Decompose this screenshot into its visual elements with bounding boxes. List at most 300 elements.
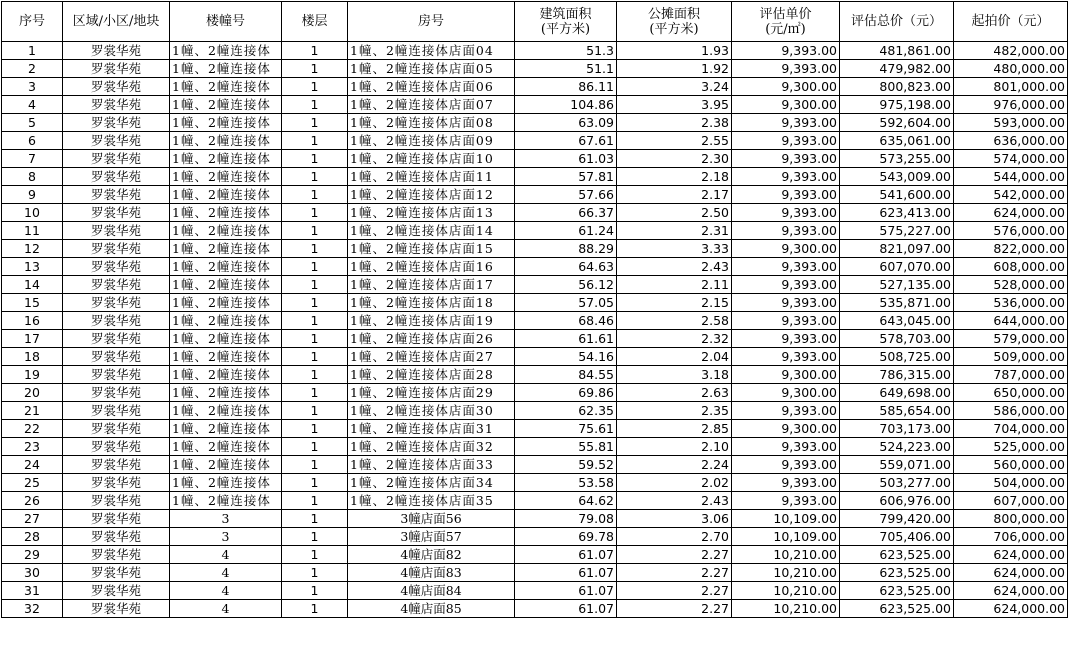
cell-floor: 1	[282, 276, 348, 294]
cell-start-price: 624,000.00	[954, 564, 1068, 582]
cell-start-price: 482,000.00	[954, 42, 1068, 60]
cell-room: 1幢、2幢连接体店面32	[348, 438, 515, 456]
cell-area: 罗裳华苑	[63, 492, 170, 510]
table-row	[2, 438, 1068, 456]
table-row	[2, 168, 1068, 186]
cell-serial: 29	[2, 546, 63, 564]
cell-area: 罗裳华苑	[63, 564, 170, 582]
cell-start-price: 509,000.00	[954, 348, 1068, 366]
cell-room: 1幢、2幢连接体店面26	[348, 330, 515, 348]
cell-serial: 31	[2, 582, 63, 600]
cell-room: 1幢、2幢连接体店面11	[348, 168, 515, 186]
cell-building: 1幢、2幢连接体	[170, 474, 282, 492]
cell-unit-price: 9,300.00	[732, 366, 840, 384]
cell-serial: 5	[2, 114, 63, 132]
cell-total-price: 623,413.00	[840, 204, 954, 222]
cell-total-price: 481,861.00	[840, 42, 954, 60]
cell-floor: 1	[282, 402, 348, 420]
cell-shared-area: 2.85	[617, 420, 732, 438]
cell-area: 罗裳华苑	[63, 420, 170, 438]
table-row	[2, 510, 1068, 528]
cell-room: 1幢、2幢连接体店面08	[348, 114, 515, 132]
cell-shared-area: 2.32	[617, 330, 732, 348]
cell-floor: 1	[282, 96, 348, 114]
cell-shared-area: 2.30	[617, 150, 732, 168]
cell-building: 1幢、2幢连接体	[170, 168, 282, 186]
cell-total-price: 703,173.00	[840, 420, 954, 438]
property-auction-table	[1, 1, 1068, 618]
cell-total-price: 535,871.00	[840, 294, 954, 312]
cell-room: 1幢、2幢连接体店面05	[348, 60, 515, 78]
cell-building-area: 59.52	[515, 456, 617, 474]
cell-building-area: 55.81	[515, 438, 617, 456]
cell-start-price: 586,000.00	[954, 402, 1068, 420]
cell-unit-price: 9,393.00	[732, 474, 840, 492]
cell-serial: 23	[2, 438, 63, 456]
cell-unit-price: 9,300.00	[732, 96, 840, 114]
cell-unit-price: 9,393.00	[732, 294, 840, 312]
cell-unit-price: 9,393.00	[732, 348, 840, 366]
cell-total-price: 508,725.00	[840, 348, 954, 366]
header-start-price: 起拍价（元）	[954, 2, 1068, 42]
cell-floor: 1	[282, 438, 348, 456]
cell-start-price: 576,000.00	[954, 222, 1068, 240]
cell-building: 1幢、2幢连接体	[170, 114, 282, 132]
cell-area: 罗裳华苑	[63, 96, 170, 114]
cell-room: 1幢、2幢连接体店面12	[348, 186, 515, 204]
cell-shared-area: 2.58	[617, 312, 732, 330]
cell-building-area: 51.1	[515, 60, 617, 78]
cell-building: 3	[170, 510, 282, 528]
cell-room: 1幢、2幢连接体店面15	[348, 240, 515, 258]
cell-area: 罗裳华苑	[63, 132, 170, 150]
cell-start-price: 480,000.00	[954, 60, 1068, 78]
cell-building: 1幢、2幢连接体	[170, 78, 282, 96]
table-row	[2, 312, 1068, 330]
cell-total-price: 623,525.00	[840, 546, 954, 564]
cell-area: 罗裳华苑	[63, 438, 170, 456]
cell-area: 罗裳华苑	[63, 546, 170, 564]
table-row	[2, 96, 1068, 114]
cell-total-price: 524,223.00	[840, 438, 954, 456]
cell-area: 罗裳华苑	[63, 600, 170, 618]
table-row	[2, 294, 1068, 312]
cell-total-price: 649,698.00	[840, 384, 954, 402]
cell-building: 1幢、2幢连接体	[170, 402, 282, 420]
table-row	[2, 402, 1068, 420]
cell-floor: 1	[282, 258, 348, 276]
cell-room: 1幢、2幢连接体店面09	[348, 132, 515, 150]
cell-shared-area: 2.27	[617, 546, 732, 564]
cell-unit-price: 9,393.00	[732, 42, 840, 60]
cell-serial: 26	[2, 492, 63, 510]
cell-building: 1幢、2幢连接体	[170, 132, 282, 150]
cell-floor: 1	[282, 312, 348, 330]
cell-unit-price: 9,393.00	[732, 492, 840, 510]
cell-area: 罗裳华苑	[63, 528, 170, 546]
table-body	[2, 42, 1068, 618]
cell-unit-price: 9,393.00	[732, 186, 840, 204]
cell-floor: 1	[282, 366, 348, 384]
cell-start-price: 593,000.00	[954, 114, 1068, 132]
cell-floor: 1	[282, 456, 348, 474]
cell-total-price: 575,227.00	[840, 222, 954, 240]
cell-serial: 11	[2, 222, 63, 240]
cell-serial: 7	[2, 150, 63, 168]
cell-building: 1幢、2幢连接体	[170, 222, 282, 240]
cell-shared-area: 2.04	[617, 348, 732, 366]
cell-room: 3幢店面56	[348, 510, 515, 528]
cell-floor: 1	[282, 204, 348, 222]
cell-building: 1幢、2幢连接体	[170, 366, 282, 384]
cell-floor: 1	[282, 294, 348, 312]
cell-building-area: 79.08	[515, 510, 617, 528]
cell-serial: 13	[2, 258, 63, 276]
cell-serial: 1	[2, 42, 63, 60]
cell-building-area: 61.61	[515, 330, 617, 348]
cell-start-price: 624,000.00	[954, 204, 1068, 222]
cell-serial: 28	[2, 528, 63, 546]
cell-unit-price: 9,393.00	[732, 132, 840, 150]
cell-total-price: 821,097.00	[840, 240, 954, 258]
cell-area: 罗裳华苑	[63, 276, 170, 294]
cell-unit-price: 9,300.00	[732, 420, 840, 438]
header-floor: 楼层	[282, 2, 348, 42]
cell-serial: 21	[2, 402, 63, 420]
cell-area: 罗裳华苑	[63, 42, 170, 60]
cell-area: 罗裳华苑	[63, 204, 170, 222]
cell-shared-area: 3.18	[617, 366, 732, 384]
header-room: 房号	[348, 2, 515, 42]
cell-start-price: 787,000.00	[954, 366, 1068, 384]
cell-serial: 16	[2, 312, 63, 330]
cell-shared-area: 2.17	[617, 186, 732, 204]
cell-unit-price: 9,393.00	[732, 114, 840, 132]
table-row	[2, 132, 1068, 150]
cell-unit-price: 9,393.00	[732, 204, 840, 222]
cell-start-price: 525,000.00	[954, 438, 1068, 456]
cell-area: 罗裳华苑	[63, 222, 170, 240]
cell-floor: 1	[282, 564, 348, 582]
cell-total-price: 573,255.00	[840, 150, 954, 168]
cell-total-price: 527,135.00	[840, 276, 954, 294]
cell-building-area: 69.86	[515, 384, 617, 402]
header-building: 楼幢号	[170, 2, 282, 42]
cell-shared-area: 2.10	[617, 438, 732, 456]
table-row	[2, 42, 1068, 60]
header-shared-area: 公摊面积 (平方米)	[617, 2, 732, 42]
cell-room: 4幢店面83	[348, 564, 515, 582]
cell-start-price: 608,000.00	[954, 258, 1068, 276]
cell-building-area: 57.66	[515, 186, 617, 204]
cell-building: 4	[170, 564, 282, 582]
cell-start-price: 636,000.00	[954, 132, 1068, 150]
cell-area: 罗裳华苑	[63, 330, 170, 348]
cell-serial: 10	[2, 204, 63, 222]
cell-building-area: 57.05	[515, 294, 617, 312]
cell-building: 1幢、2幢连接体	[170, 96, 282, 114]
table-row	[2, 456, 1068, 474]
cell-room: 1幢、2幢连接体店面14	[348, 222, 515, 240]
cell-floor: 1	[282, 132, 348, 150]
cell-floor: 1	[282, 114, 348, 132]
cell-serial: 3	[2, 78, 63, 96]
cell-start-price: 800,000.00	[954, 510, 1068, 528]
cell-building-area: 61.03	[515, 150, 617, 168]
table-row	[2, 474, 1068, 492]
cell-floor: 1	[282, 330, 348, 348]
cell-room: 1幢、2幢连接体店面16	[348, 258, 515, 276]
cell-total-price: 975,198.00	[840, 96, 954, 114]
cell-building-area: 61.07	[515, 600, 617, 618]
cell-unit-price: 9,393.00	[732, 276, 840, 294]
table-row	[2, 60, 1068, 78]
cell-serial: 20	[2, 384, 63, 402]
table-row	[2, 384, 1068, 402]
table-row	[2, 582, 1068, 600]
cell-shared-area: 2.50	[617, 204, 732, 222]
cell-building-area: 57.81	[515, 168, 617, 186]
table-row	[2, 276, 1068, 294]
cell-shared-area: 2.27	[617, 600, 732, 618]
cell-building: 1幢、2幢连接体	[170, 492, 282, 510]
cell-total-price: 643,045.00	[840, 312, 954, 330]
table-row	[2, 492, 1068, 510]
header-serial: 序号	[2, 2, 63, 42]
cell-total-price: 705,406.00	[840, 528, 954, 546]
table-row	[2, 366, 1068, 384]
cell-unit-price: 10,210.00	[732, 600, 840, 618]
cell-room: 1幢、2幢连接体店面04	[348, 42, 515, 60]
cell-unit-price: 10,109.00	[732, 528, 840, 546]
cell-total-price: 503,277.00	[840, 474, 954, 492]
cell-floor: 1	[282, 78, 348, 96]
cell-shared-area: 2.43	[617, 492, 732, 510]
cell-area: 罗裳华苑	[63, 582, 170, 600]
cell-area: 罗裳华苑	[63, 312, 170, 330]
cell-building-area: 56.12	[515, 276, 617, 294]
table-row	[2, 186, 1068, 204]
cell-building-area: 75.61	[515, 420, 617, 438]
table-row	[2, 240, 1068, 258]
cell-start-price: 624,000.00	[954, 600, 1068, 618]
cell-unit-price: 9,393.00	[732, 312, 840, 330]
cell-shared-area: 2.27	[617, 582, 732, 600]
cell-start-price: 528,000.00	[954, 276, 1068, 294]
header-building-area: 建筑面积 (平方米)	[515, 2, 617, 42]
cell-building: 4	[170, 546, 282, 564]
cell-building-area: 84.55	[515, 366, 617, 384]
cell-total-price: 585,654.00	[840, 402, 954, 420]
cell-floor: 1	[282, 582, 348, 600]
cell-unit-price: 9,393.00	[732, 60, 840, 78]
cell-area: 罗裳华苑	[63, 366, 170, 384]
cell-room: 1幢、2幢连接体店面29	[348, 384, 515, 402]
cell-shared-area: 2.11	[617, 276, 732, 294]
cell-room: 1幢、2幢连接体店面28	[348, 366, 515, 384]
cell-start-price: 574,000.00	[954, 150, 1068, 168]
cell-building-area: 54.16	[515, 348, 617, 366]
cell-unit-price: 9,393.00	[732, 222, 840, 240]
cell-area: 罗裳华苑	[63, 240, 170, 258]
cell-shared-area: 2.38	[617, 114, 732, 132]
table-row	[2, 222, 1068, 240]
cell-area: 罗裳华苑	[63, 384, 170, 402]
cell-shared-area: 2.55	[617, 132, 732, 150]
cell-total-price: 559,071.00	[840, 456, 954, 474]
cell-floor: 1	[282, 474, 348, 492]
cell-serial: 19	[2, 366, 63, 384]
cell-building-area: 69.78	[515, 528, 617, 546]
cell-floor: 1	[282, 150, 348, 168]
cell-total-price: 799,420.00	[840, 510, 954, 528]
cell-building: 1幢、2幢连接体	[170, 204, 282, 222]
cell-building: 1幢、2幢连接体	[170, 420, 282, 438]
cell-total-price: 786,315.00	[840, 366, 954, 384]
cell-unit-price: 10,210.00	[732, 582, 840, 600]
cell-building: 1幢、2幢连接体	[170, 330, 282, 348]
cell-area: 罗裳华苑	[63, 456, 170, 474]
cell-room: 1幢、2幢连接体店面30	[348, 402, 515, 420]
cell-floor: 1	[282, 348, 348, 366]
cell-unit-price: 9,393.00	[732, 258, 840, 276]
cell-total-price: 800,823.00	[840, 78, 954, 96]
cell-total-price: 623,525.00	[840, 582, 954, 600]
table-row	[2, 420, 1068, 438]
cell-shared-area: 1.92	[617, 60, 732, 78]
cell-area: 罗裳华苑	[63, 402, 170, 420]
cell-area: 罗裳华苑	[63, 114, 170, 132]
cell-area: 罗裳华苑	[63, 186, 170, 204]
cell-room: 1幢、2幢连接体店面27	[348, 348, 515, 366]
cell-total-price: 543,009.00	[840, 168, 954, 186]
cell-serial: 18	[2, 348, 63, 366]
cell-building: 1幢、2幢连接体	[170, 348, 282, 366]
cell-unit-price: 9,393.00	[732, 168, 840, 186]
cell-total-price: 479,982.00	[840, 60, 954, 78]
cell-room: 4幢店面85	[348, 600, 515, 618]
header-unit-price: 评估单价 (元/㎡)	[732, 2, 840, 42]
cell-serial: 27	[2, 510, 63, 528]
cell-building-area: 67.61	[515, 132, 617, 150]
cell-serial: 24	[2, 456, 63, 474]
cell-unit-price: 9,300.00	[732, 384, 840, 402]
cell-room: 1幢、2幢连接体店面19	[348, 312, 515, 330]
cell-unit-price: 9,300.00	[732, 78, 840, 96]
cell-building-area: 61.07	[515, 564, 617, 582]
cell-room: 1幢、2幢连接体店面06	[348, 78, 515, 96]
table-row	[2, 330, 1068, 348]
cell-start-price: 542,000.00	[954, 186, 1068, 204]
cell-start-price: 536,000.00	[954, 294, 1068, 312]
cell-serial: 9	[2, 186, 63, 204]
cell-floor: 1	[282, 240, 348, 258]
cell-room: 1幢、2幢连接体店面18	[348, 294, 515, 312]
cell-building-area: 51.3	[515, 42, 617, 60]
cell-start-price: 801,000.00	[954, 78, 1068, 96]
table-row	[2, 114, 1068, 132]
cell-floor: 1	[282, 510, 348, 528]
cell-unit-price: 9,300.00	[732, 240, 840, 258]
cell-total-price: 623,525.00	[840, 600, 954, 618]
cell-building-area: 61.07	[515, 582, 617, 600]
cell-room: 3幢店面57	[348, 528, 515, 546]
cell-building-area: 64.62	[515, 492, 617, 510]
cell-shared-area: 2.63	[617, 384, 732, 402]
cell-floor: 1	[282, 492, 348, 510]
cell-room: 1幢、2幢连接体店面17	[348, 276, 515, 294]
cell-shared-area: 1.93	[617, 42, 732, 60]
cell-building-area: 62.35	[515, 402, 617, 420]
cell-total-price: 541,600.00	[840, 186, 954, 204]
cell-floor: 1	[282, 42, 348, 60]
cell-unit-price: 10,210.00	[732, 546, 840, 564]
cell-area: 罗裳华苑	[63, 60, 170, 78]
cell-total-price: 623,525.00	[840, 564, 954, 582]
cell-start-price: 560,000.00	[954, 456, 1068, 474]
cell-room: 1幢、2幢连接体店面34	[348, 474, 515, 492]
cell-area: 罗裳华苑	[63, 294, 170, 312]
table-row	[2, 348, 1068, 366]
cell-shared-area: 2.15	[617, 294, 732, 312]
cell-building: 1幢、2幢连接体	[170, 456, 282, 474]
cell-total-price: 578,703.00	[840, 330, 954, 348]
cell-start-price: 504,000.00	[954, 474, 1068, 492]
cell-area: 罗裳华苑	[63, 150, 170, 168]
cell-shared-area: 2.35	[617, 402, 732, 420]
cell-building: 1幢、2幢连接体	[170, 60, 282, 78]
cell-building: 1幢、2幢连接体	[170, 186, 282, 204]
cell-shared-area: 2.70	[617, 528, 732, 546]
cell-start-price: 579,000.00	[954, 330, 1068, 348]
cell-shared-area: 2.27	[617, 564, 732, 582]
cell-room: 1幢、2幢连接体店面33	[348, 456, 515, 474]
cell-serial: 32	[2, 600, 63, 618]
cell-building: 3	[170, 528, 282, 546]
cell-serial: 2	[2, 60, 63, 78]
cell-shared-area: 2.02	[617, 474, 732, 492]
cell-floor: 1	[282, 384, 348, 402]
cell-building: 1幢、2幢连接体	[170, 438, 282, 456]
cell-building: 1幢、2幢连接体	[170, 240, 282, 258]
cell-room: 1幢、2幢连接体店面31	[348, 420, 515, 438]
cell-floor: 1	[282, 600, 348, 618]
cell-building: 1幢、2幢连接体	[170, 258, 282, 276]
cell-serial: 6	[2, 132, 63, 150]
table-header-row	[2, 2, 1068, 42]
table-row	[2, 528, 1068, 546]
cell-start-price: 704,000.00	[954, 420, 1068, 438]
cell-building-area: 61.24	[515, 222, 617, 240]
cell-shared-area: 3.24	[617, 78, 732, 96]
cell-building-area: 88.29	[515, 240, 617, 258]
cell-floor: 1	[282, 222, 348, 240]
cell-building-area: 86.11	[515, 78, 617, 96]
cell-unit-price: 9,393.00	[732, 402, 840, 420]
cell-room: 1幢、2幢连接体店面10	[348, 150, 515, 168]
cell-start-price: 822,000.00	[954, 240, 1068, 258]
cell-room: 1幢、2幢连接体店面07	[348, 96, 515, 114]
cell-shared-area: 2.24	[617, 456, 732, 474]
cell-building: 4	[170, 582, 282, 600]
cell-floor: 1	[282, 546, 348, 564]
cell-start-price: 624,000.00	[954, 582, 1068, 600]
cell-shared-area: 3.95	[617, 96, 732, 114]
cell-unit-price: 10,109.00	[732, 510, 840, 528]
cell-building-area: 64.63	[515, 258, 617, 276]
cell-serial: 8	[2, 168, 63, 186]
cell-serial: 25	[2, 474, 63, 492]
